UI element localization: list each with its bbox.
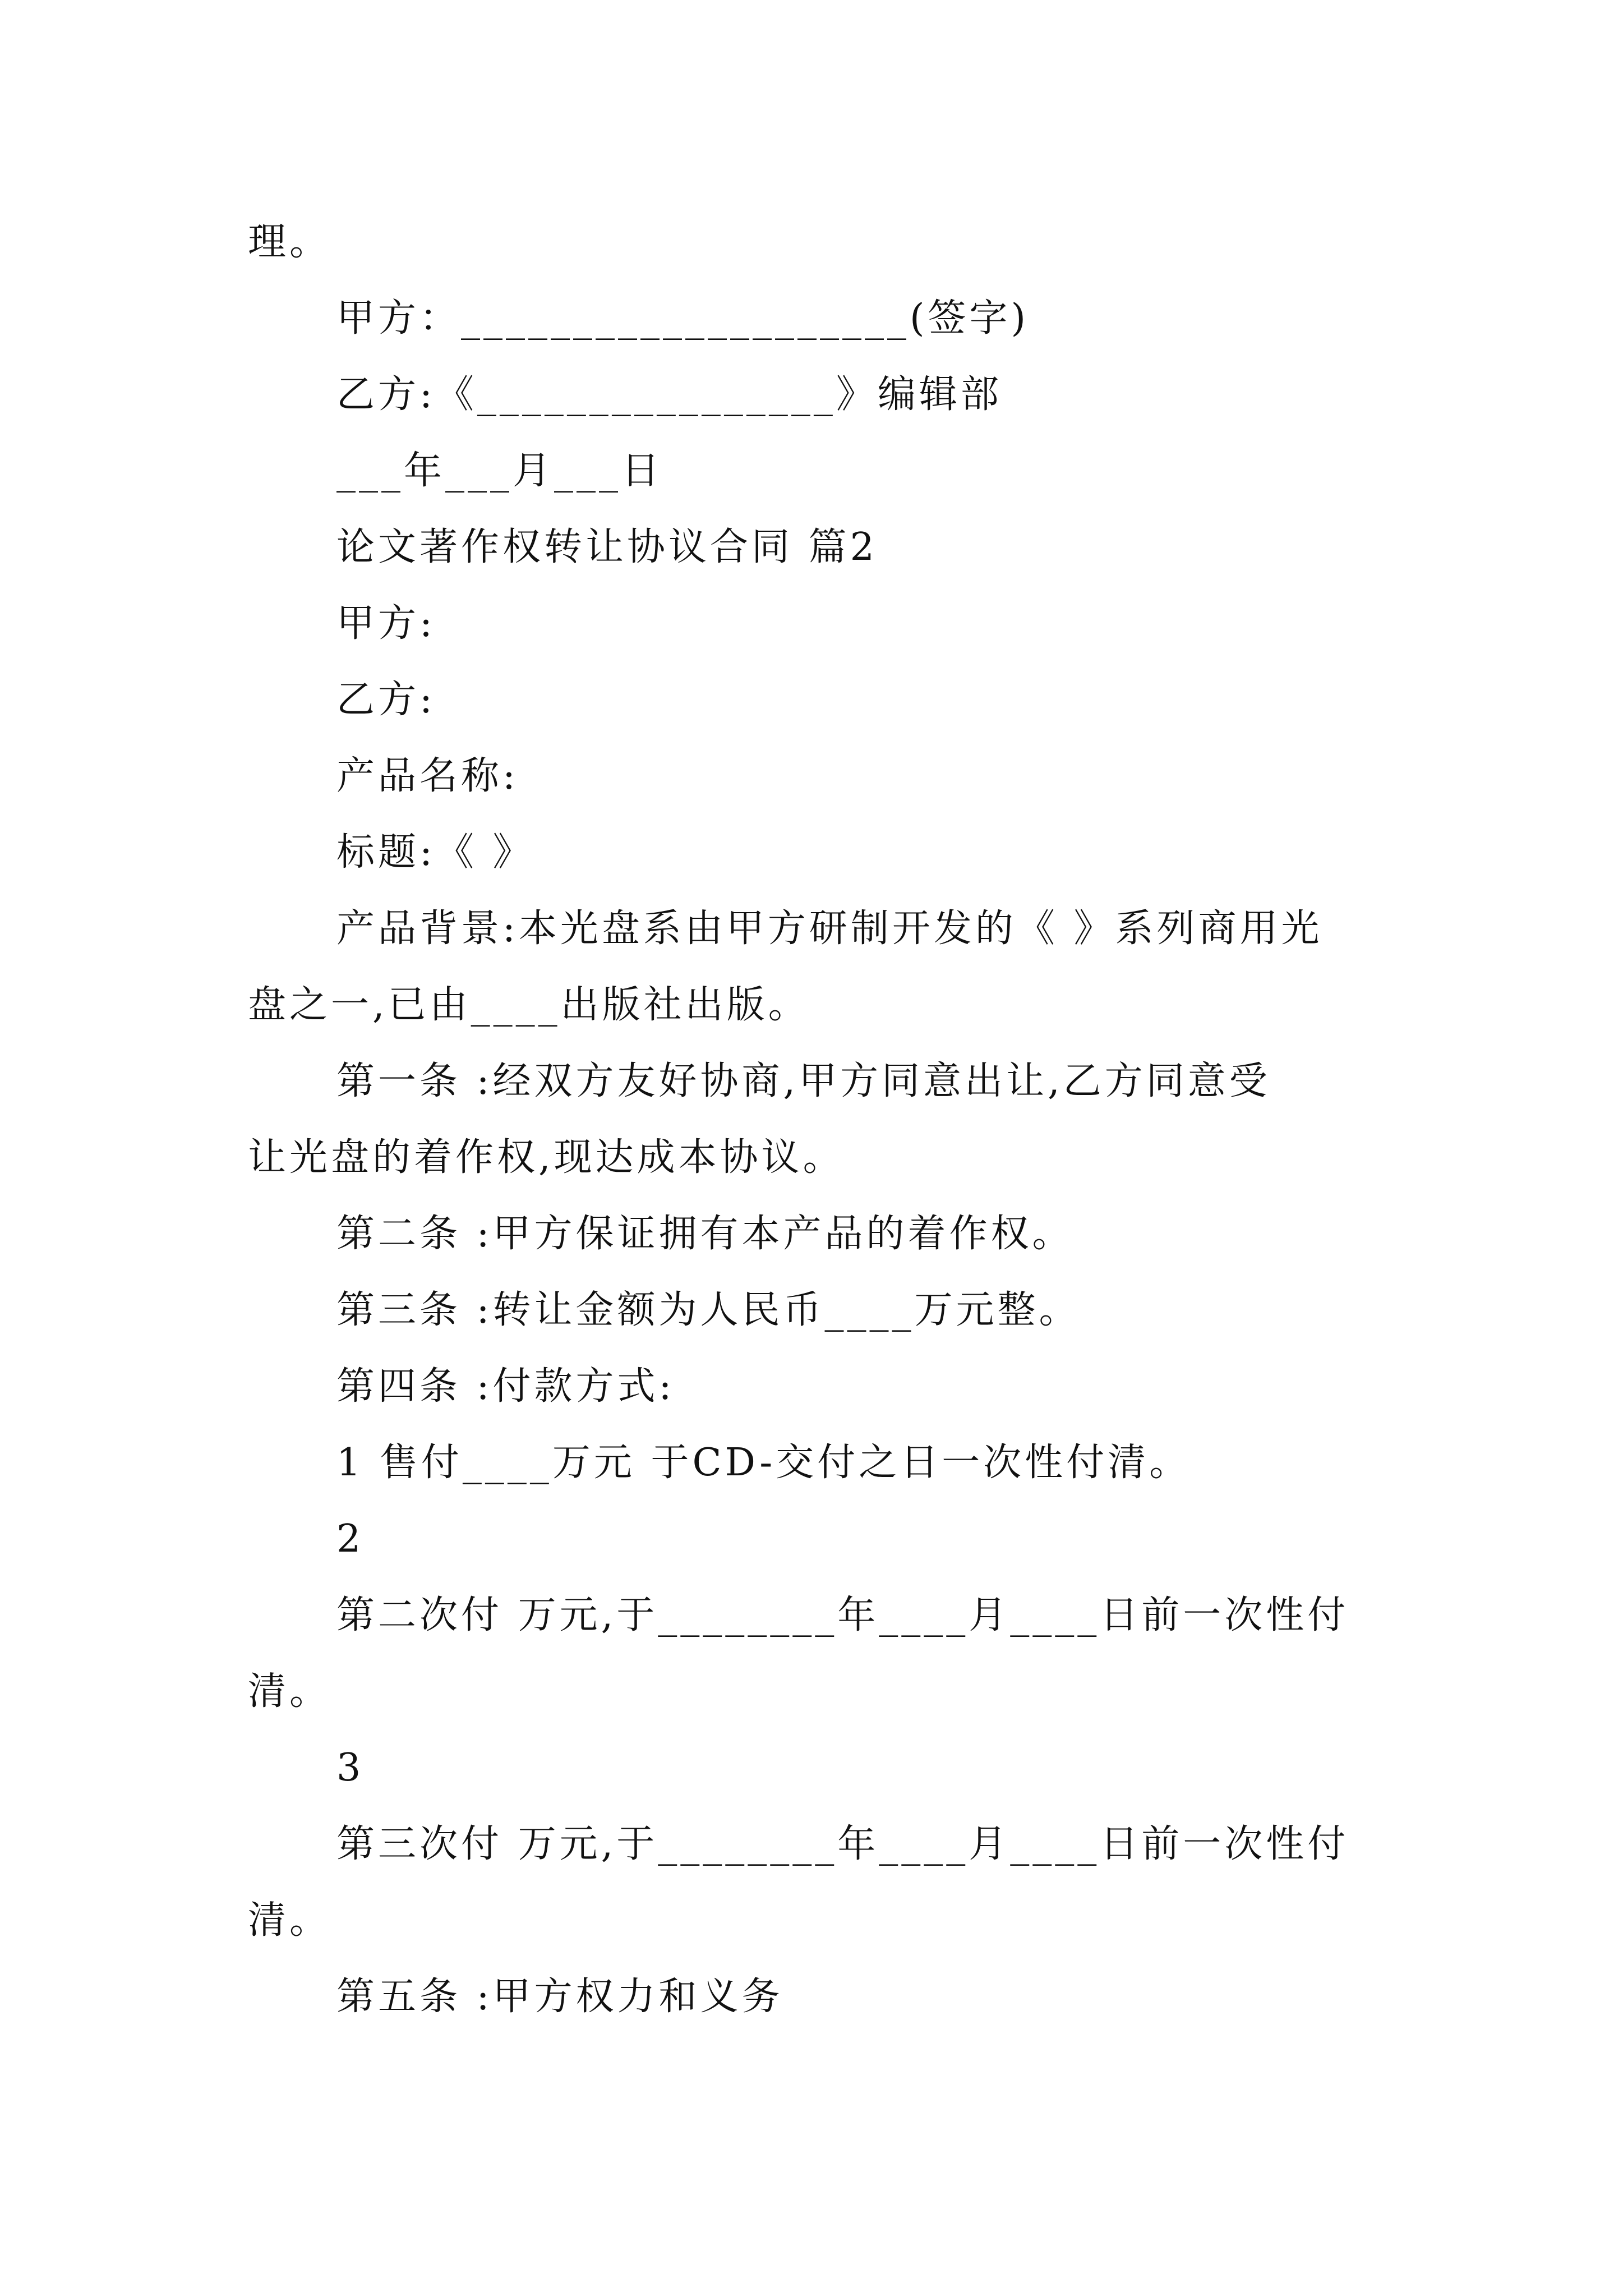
payment-item-3-number: 3: [336, 1746, 365, 1790]
product-background-cont: 盘之一,已由____出版社出版。: [248, 983, 810, 1027]
product-name-label: 产品名称:: [336, 754, 519, 798]
payment-item-3-cont: 清。: [248, 1898, 331, 1943]
article-3: 第三条 :转让金额为人民币____万元整。: [336, 1288, 1081, 1332]
party-b-label: 乙方:: [336, 678, 436, 722]
party-a-signature-line: 甲方：____________________(签字): [336, 296, 1030, 341]
payment-item-3: 第三次付 万元,于________年____月____日前一次性付: [336, 1822, 1349, 1866]
article-4: 第四条 :付款方式:: [336, 1364, 675, 1409]
product-background: 产品背景:本光盘系由甲方研制开发的《 》系列商用光: [336, 907, 1323, 951]
article-1-cont: 让光盘的着作权,现达成本协议。: [248, 1135, 845, 1180]
article-5: 第五条 :甲方权力和义务: [336, 1975, 783, 2019]
section-heading: 论文著作权转让协议合同 篇2: [336, 525, 878, 569]
payment-item-2-cont: 清。: [248, 1669, 331, 1714]
article-1: 第一条 :经双方友好协商,甲方同意出让,乙方同意受: [336, 1059, 1271, 1103]
paragraph-continuation: 理。: [248, 220, 331, 264]
payment-item-2: 第二次付 万元,于________年____月____日前一次性付: [336, 1593, 1349, 1637]
date-line: ___年___月___日: [336, 449, 663, 493]
payment-item-2-number: 2: [336, 1517, 365, 1561]
payment-item-1: 1 售付____万元 于CD-交付之日一次性付清。: [336, 1441, 1191, 1485]
title-label: 标题:《 》: [336, 830, 534, 875]
party-b-editorial-line: 乙方:《________________》编辑部: [336, 372, 1002, 417]
party-a-label: 甲方:: [336, 601, 436, 646]
article-2: 第二条 :甲方保证拥有本产品的着作权。: [336, 1212, 1074, 1256]
